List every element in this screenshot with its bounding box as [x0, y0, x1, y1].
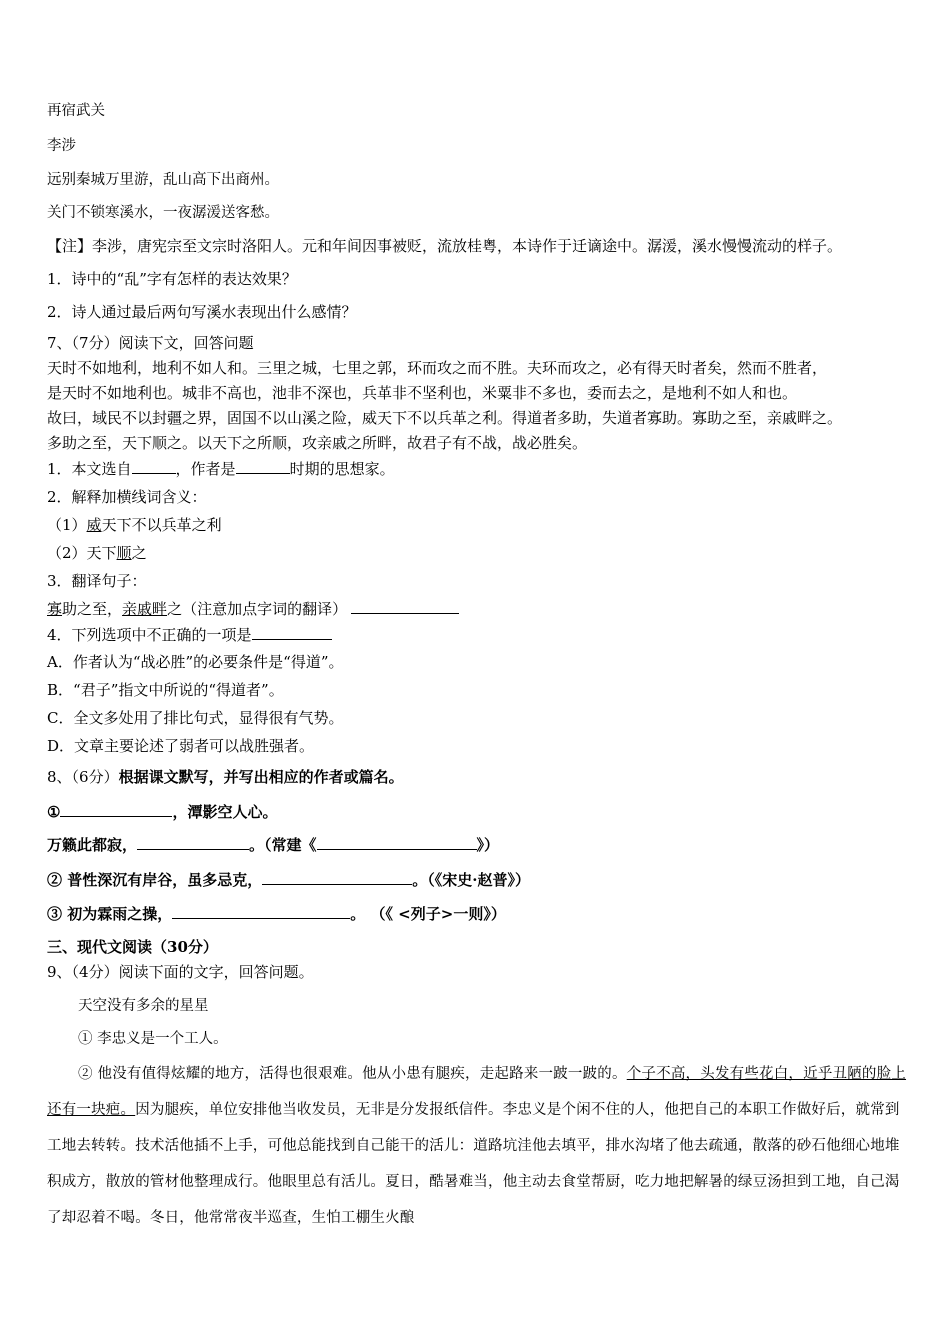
q8-line-3: ② 普性深沉有岸谷，虽多忌克， 。（《宋史·赵普》） — [47, 871, 530, 889]
q7-sub-3-sentence: 寡助之至，亲戚畔之（注意加点字词的翻译） — [47, 599, 459, 619]
poem-question-2: 2．诗人通过最后两句写溪水表现出什么感情？ — [47, 303, 357, 321]
q7-text-line-2: 是天时不如地利也。城非不高也，池非不深也，兵革非不坚利也，米粟非不多也，委而去之，是地利不如人和也。 — [47, 384, 798, 402]
answer-blank[interactable] — [132, 459, 176, 474]
q7-header: 7、（7分）阅读下文，回答问题 — [47, 334, 254, 352]
q7-sub-1: 1．本文选自 ，作者是 时期的思想家。 — [47, 460, 395, 478]
q9-paragraph-1: ① 李忠义是一个工人。 — [78, 1031, 228, 1047]
q7-text-line-1: 天时不如地利，地利不如人和。三里之城，七里之郭，环而攻之而不胜。夫环而攻之，必有得天时者矣，然而不胜者， — [47, 359, 828, 377]
q7-option-d: D．文章主要论述了弱者可以战胜强者。 — [47, 737, 315, 755]
q9-header: 9、（4分）阅读下面的文字，回答问题。 — [47, 963, 314, 981]
answer-blank[interactable] — [252, 625, 332, 640]
q7-text-line-4: 多助之至，天下顺之。以天下之所顺，攻亲戚之所畔，故君子有不战，战必胜矣。 — [47, 434, 588, 452]
q8-line-1: ① ，潭影空人心。 — [47, 803, 278, 821]
poem-line-1: 远别秦城万里游，乱山高下出商州。 — [47, 172, 279, 188]
answer-blank[interactable] — [60, 802, 172, 817]
q7-sub-2-item-1: （1）威天下不以兵革之利 — [47, 516, 222, 534]
q8-line-4: ③ 初为霖雨之操， 。 （《 <列子>一则》） — [47, 905, 506, 923]
poem-line-2: 关门不锁寒溪水，一夜潺湲送客愁。 — [47, 205, 279, 221]
q8-header: 8、（6分）根据课文默写，并写出相应的作者或篇名。 — [47, 768, 404, 786]
answer-blank[interactable] — [317, 835, 477, 850]
poem-title: 再宿武关 — [47, 103, 105, 119]
answer-blank[interactable] — [236, 459, 290, 474]
q9-paragraph-2: ② 他没有值得炫耀的地方，活得也很艰难。他从小患有腿疾，走起路来一跛一跛的。个子不高，头发有些花白，近乎丑陋的脸上还有一块疤。因为腿疾，单位安排他当收发员，无非是分发报纸信件。李忠义是个闲不住的人，他把自己的本职工作做好后，就常到工地去转转。技术活他插不上手，可他总能找到自己能干的活儿：道路坑洼他去填平，排水沟堵了他去疏通，散落的砂石他细心地堆积成方，散放的管材他整理成行。他眼里总有活儿。夏日，酷暑难当，他主动去食堂帮厨，吃力地把解暑的绿豆汤担到工地，自己渴了却忍着不喝。冬日，他常常夜半巡查，生怕工棚生火酿 — [47, 1066, 907, 1226]
section-3-header: 三、现代文阅读（30分） — [47, 938, 218, 956]
answer-blank[interactable] — [172, 904, 350, 919]
q7-sub-2: 2．解释加横线词含义： — [47, 488, 207, 506]
q7-sub-3: 3．翻译句子： — [47, 572, 147, 590]
q7-option-b: B．“君子”指文中所说的“得道者”。 — [47, 681, 284, 699]
q9-article-title: 天空没有多余的星星 — [78, 998, 209, 1014]
poem-author: 李涉 — [47, 138, 76, 154]
answer-blank[interactable] — [137, 835, 249, 850]
answer-blank[interactable] — [262, 870, 412, 885]
q7-option-c: C．全文多处用了排比句式，显得很有气势。 — [47, 709, 344, 727]
q7-option-a: A．作者认为“战必胜”的必要条件是“得道”。 — [47, 653, 344, 671]
q7-text-line-3: 故曰，域民不以封疆之界，固国不以山溪之险，威天下不以兵革之利。得道者多助，失道者寡助。寡助之至，亲戚畔之。 — [47, 409, 843, 427]
answer-blank[interactable] — [351, 599, 459, 614]
q7-sub-2-item-2: （2）天下顺之 — [47, 544, 147, 562]
poem-note: 【注】李涉，唐宪宗至文宗时洛阳人。元和年间因事被贬，流放桂粤，本诗作于迁谪途中。潺湲，溪水慢慢流动的样子。 — [47, 237, 843, 255]
poem-question-1: 1．诗中的“乱”字有怎样的表达效果？ — [47, 270, 297, 288]
q7-sub-4: 4．下列选项中不正确的一项是 — [47, 625, 332, 645]
q8-line-2: 万籁此都寂， 。（常建《 》） — [47, 836, 500, 854]
